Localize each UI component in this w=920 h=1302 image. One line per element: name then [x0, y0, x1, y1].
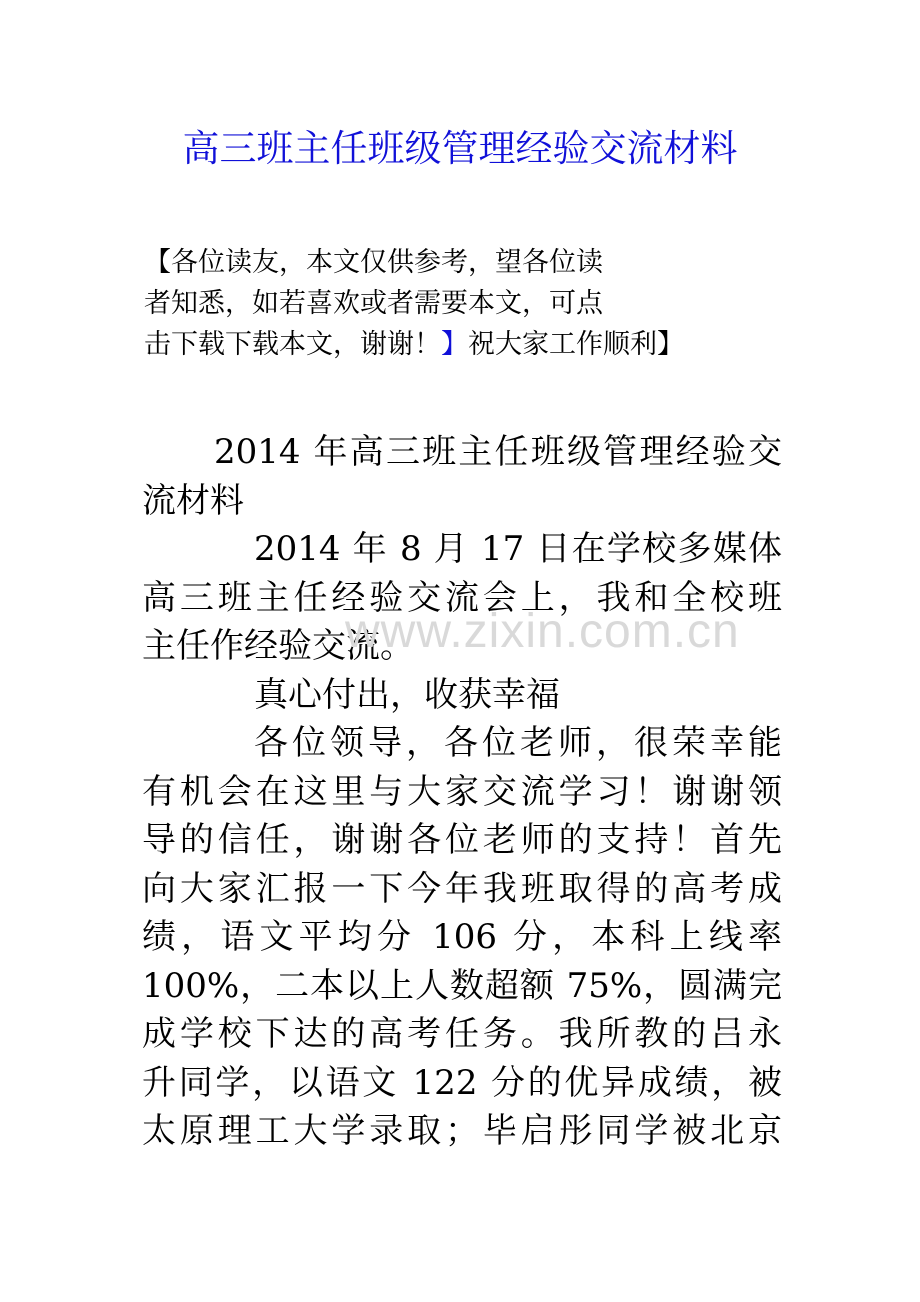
body-line: 各位领导，各位老师，很荣幸能: [254, 723, 782, 763]
body-heading-line: 流材料: [142, 480, 244, 521]
body-line: 有机会在这里与大家交流学习！谢谢领: [142, 771, 782, 812]
body-line: 高三班主任经验交流会上，我和全校班: [142, 577, 782, 618]
notice-line-text: 击下载下载本文，谢谢！: [144, 329, 441, 360]
document-title: 高三班主任班级管理经验交流材料: [182, 127, 738, 170]
body-line: 100%，二本以上人数超额 75%，圆满完: [142, 965, 782, 1006]
body-line: 升同学，以语文 122 分的优异成绩，被: [142, 1062, 782, 1103]
body-line: 成学校下达的高考任务。我所教的吕永: [142, 1014, 782, 1054]
notice-close-bracket: 】: [441, 329, 468, 360]
body-line: 2014 年 8 月 17 日在学校多媒体: [254, 529, 782, 569]
notice-line-last: [144, 324, 784, 365]
body-line: 导的信任，谢谢各位老师的支持！首先: [142, 820, 782, 860]
notice-line: 者知悉，如若喜欢或者需要本文，可点: [144, 288, 603, 319]
watermark: www.zixin.com.cn: [345, 605, 740, 658]
notice-line: 【各位读友，本文仅供参考，望各位读: [144, 247, 603, 278]
download-notice: [144, 242, 784, 365]
body-line: 主任作经验交流。: [142, 626, 414, 666]
body-line: 绩，语文平均分 106 分，本科上线率: [142, 917, 782, 957]
document-body: [142, 428, 782, 1156]
body-heading-line: 2014 年高三班主任班级管理经验交: [214, 432, 782, 472]
notice-tail: 祝大家工作顺利】: [468, 329, 684, 360]
section-heading: 真心付出，收获幸福: [254, 674, 560, 715]
body-line: 向大家汇报一下今年我班取得的高考成: [142, 868, 782, 909]
body-line: 太原理工大学录取；毕启彤同学被北京: [142, 1111, 782, 1151]
